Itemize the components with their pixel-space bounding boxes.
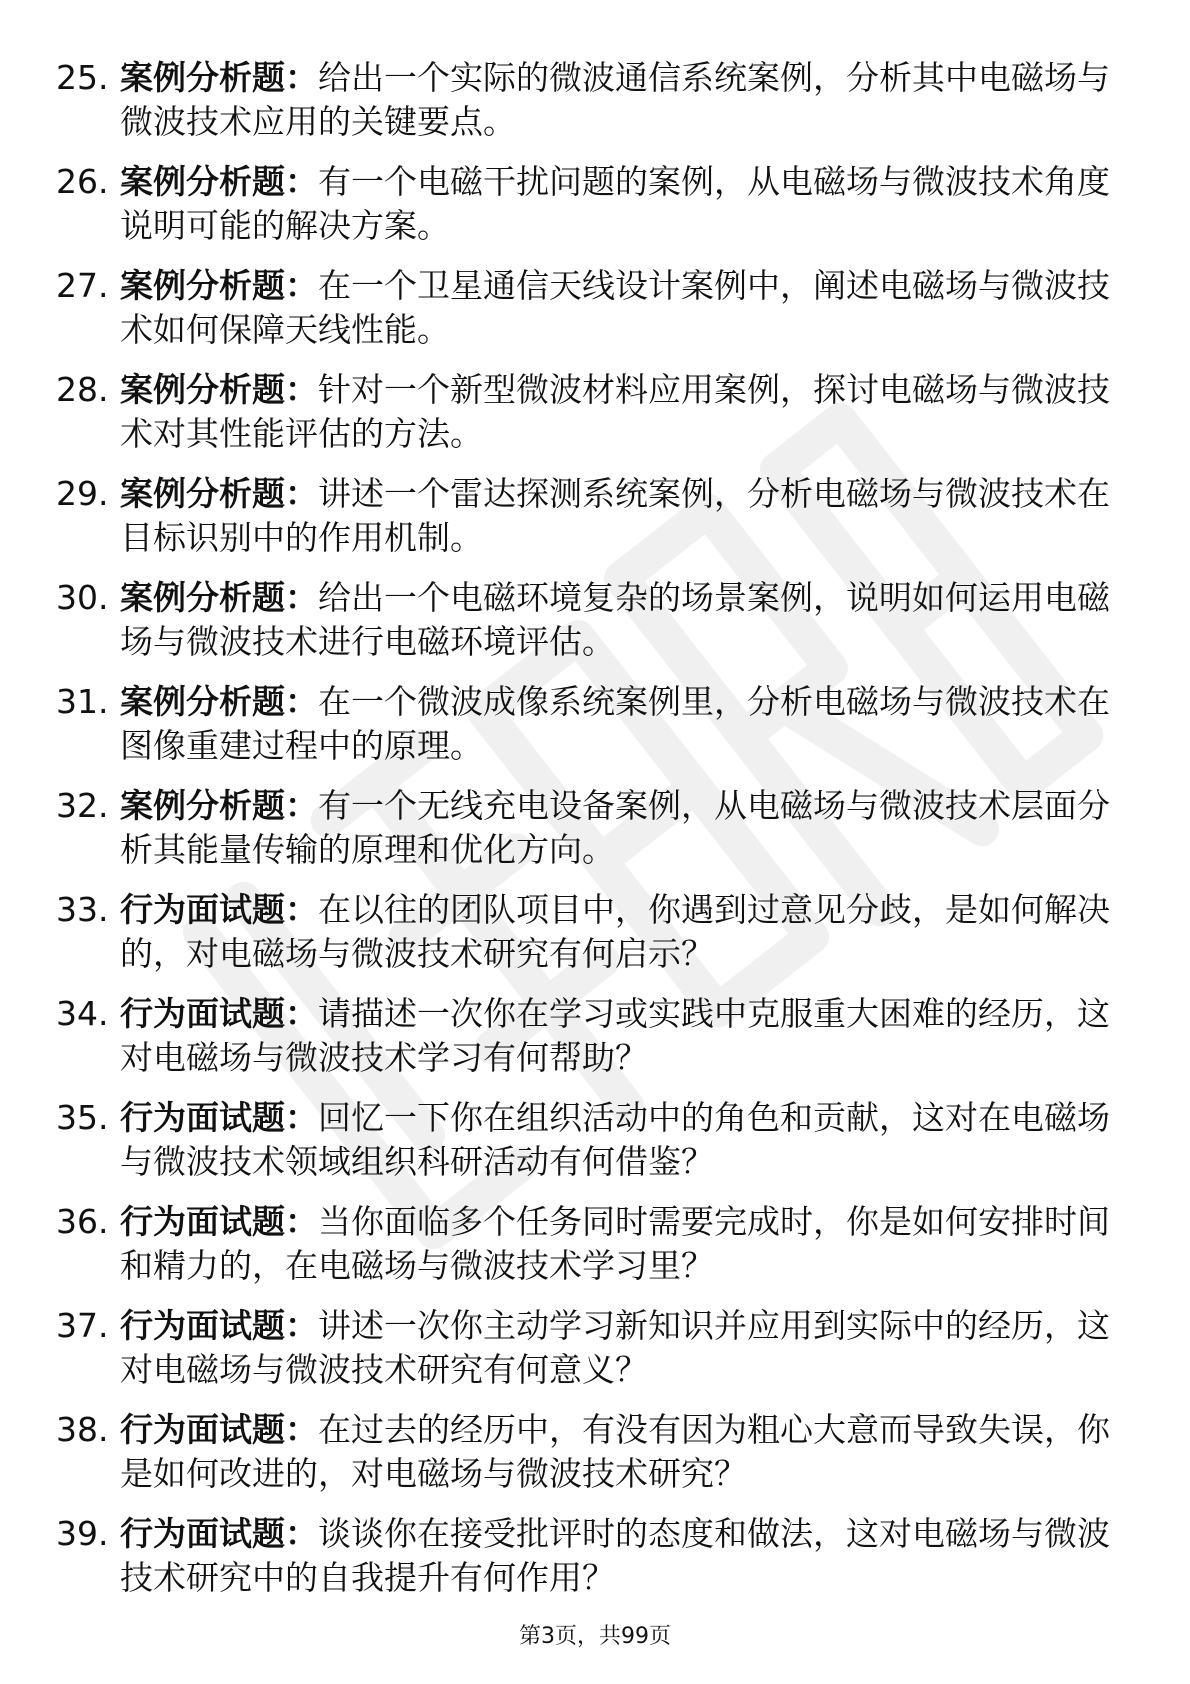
question-text: 在过去的经历中，有没有因为粗心大意而导致失误，你是如何改进的，对电磁场与微波技术研究？	[120, 1410, 1110, 1493]
question-text: 有一个电磁干扰问题的案例，从电磁场与微波技术角度说明可能的解决方案。	[120, 162, 1110, 245]
question-item	[56, 264, 1116, 352]
question-text: 谈谈你在接受批评时的态度和做法，这对电磁场与微波技术研究中的自我提升有何作用？	[120, 1514, 1110, 1597]
question-type: 行为面试题：	[120, 1306, 318, 1345]
question-body	[120, 1200, 1116, 1288]
question-text: 在一个微波成像系统案例里，分析电磁场与微波技术在图像重建过程中的原理。	[120, 682, 1110, 765]
question-number: 32.	[56, 786, 109, 825]
question-type: 案例分析题：	[120, 578, 318, 617]
question-text: 在一个卫星通信天线设计案例中，阐述电磁场与微波技术如何保障天线性能。	[120, 266, 1110, 349]
question-body	[120, 576, 1116, 664]
question-text: 给出一个实际的微波通信系统案例，分析其中电磁场与微波技术应用的关键要点。	[120, 58, 1110, 141]
question-type: 行为面试题：	[120, 890, 318, 929]
question-item	[56, 680, 1116, 768]
question-item	[56, 160, 1116, 248]
question-type: 案例分析题：	[120, 162, 318, 201]
question-body	[120, 368, 1116, 456]
question-type: 案例分析题：	[120, 58, 318, 97]
question-text: 回忆一下你在组织活动中的角色和贡献，这对在电磁场与微波技术领域组织科研活动有何借鉴？	[120, 1098, 1110, 1181]
question-body	[120, 1304, 1116, 1392]
question-body	[120, 1512, 1116, 1600]
question-text: 有一个无线充电设备案例，从电磁场与微波技术层面分析其能量传输的原理和优化方向。	[120, 786, 1110, 869]
question-number: 35.	[56, 1098, 109, 1137]
question-item	[56, 368, 1116, 456]
question-text: 当你面临多个任务同时需要完成时，你是如何安排时间和精力的，在电磁场与微波技术学习里？	[120, 1202, 1110, 1285]
question-body	[120, 784, 1116, 872]
question-text: 请描述一次你在学习或实践中克服重大困难的经历，这对电磁场与微波技术学习有何帮助？	[120, 994, 1110, 1077]
question-body	[120, 472, 1116, 560]
question-number: 36.	[56, 1202, 109, 1241]
question-item	[56, 1200, 1116, 1288]
question-number: 31.	[56, 682, 109, 721]
question-body	[120, 680, 1116, 768]
question-text: 给出一个电磁环境复杂的场景案例，说明如何运用电磁场与微波技术进行电磁环境评估。	[120, 578, 1110, 661]
question-item	[56, 1408, 1116, 1496]
question-item	[56, 1304, 1116, 1392]
question-text: 针对一个新型微波材料应用案例，探讨电磁场与微波技术对其性能评估的方法。	[120, 370, 1110, 453]
question-body	[120, 1096, 1116, 1184]
question-item	[56, 1512, 1116, 1600]
question-item	[56, 56, 1116, 144]
question-type: 案例分析题：	[120, 682, 318, 721]
question-number: 30.	[56, 578, 109, 617]
question-type: 案例分析题：	[120, 370, 318, 409]
question-number: 34.	[56, 994, 109, 1033]
question-type: 行为面试题：	[120, 994, 318, 1033]
question-number: 38.	[56, 1410, 109, 1449]
question-body	[120, 264, 1116, 352]
question-type: 行为面试题：	[120, 1514, 318, 1553]
page-footer	[0, 1622, 1190, 1652]
question-type: 行为面试题：	[120, 1098, 318, 1137]
question-type: 行为面试题：	[120, 1202, 318, 1241]
question-type: 案例分析题：	[120, 786, 318, 825]
page-number-label: 第3页，共99页	[519, 1624, 671, 1649]
question-number: 26.	[56, 162, 109, 201]
question-body	[120, 992, 1116, 1080]
question-text: 讲述一个雷达探测系统案例，分析电磁场与微波技术在目标识别中的作用机制。	[120, 474, 1110, 557]
question-number: 29.	[56, 474, 109, 513]
question-body	[120, 160, 1116, 248]
question-item	[56, 472, 1116, 560]
question-item	[56, 576, 1116, 664]
question-body	[120, 56, 1116, 144]
question-body	[120, 1408, 1116, 1496]
question-type: 案例分析题：	[120, 474, 318, 513]
question-body	[120, 888, 1116, 976]
question-item	[56, 1096, 1116, 1184]
question-number: 25.	[56, 58, 109, 97]
question-number: 27.	[56, 266, 109, 305]
question-type: 案例分析题：	[120, 266, 318, 305]
question-number: 39.	[56, 1514, 109, 1553]
question-item	[56, 784, 1116, 872]
question-text: 讲述一次你主动学习新知识并应用到实际中的经历，这对电磁场与微波技术研究有何意义？	[120, 1306, 1110, 1389]
question-type: 行为面试题：	[120, 1410, 318, 1449]
question-number: 28.	[56, 370, 109, 409]
question-item	[56, 888, 1116, 976]
question-list	[56, 56, 1116, 1616]
question-text: 在以往的团队项目中，你遇到过意见分歧，是如何解决的，对电磁场与微波技术研究有何启示？	[120, 890, 1110, 973]
question-item	[56, 992, 1116, 1080]
question-number: 33.	[56, 890, 109, 929]
question-number: 37.	[56, 1306, 109, 1345]
